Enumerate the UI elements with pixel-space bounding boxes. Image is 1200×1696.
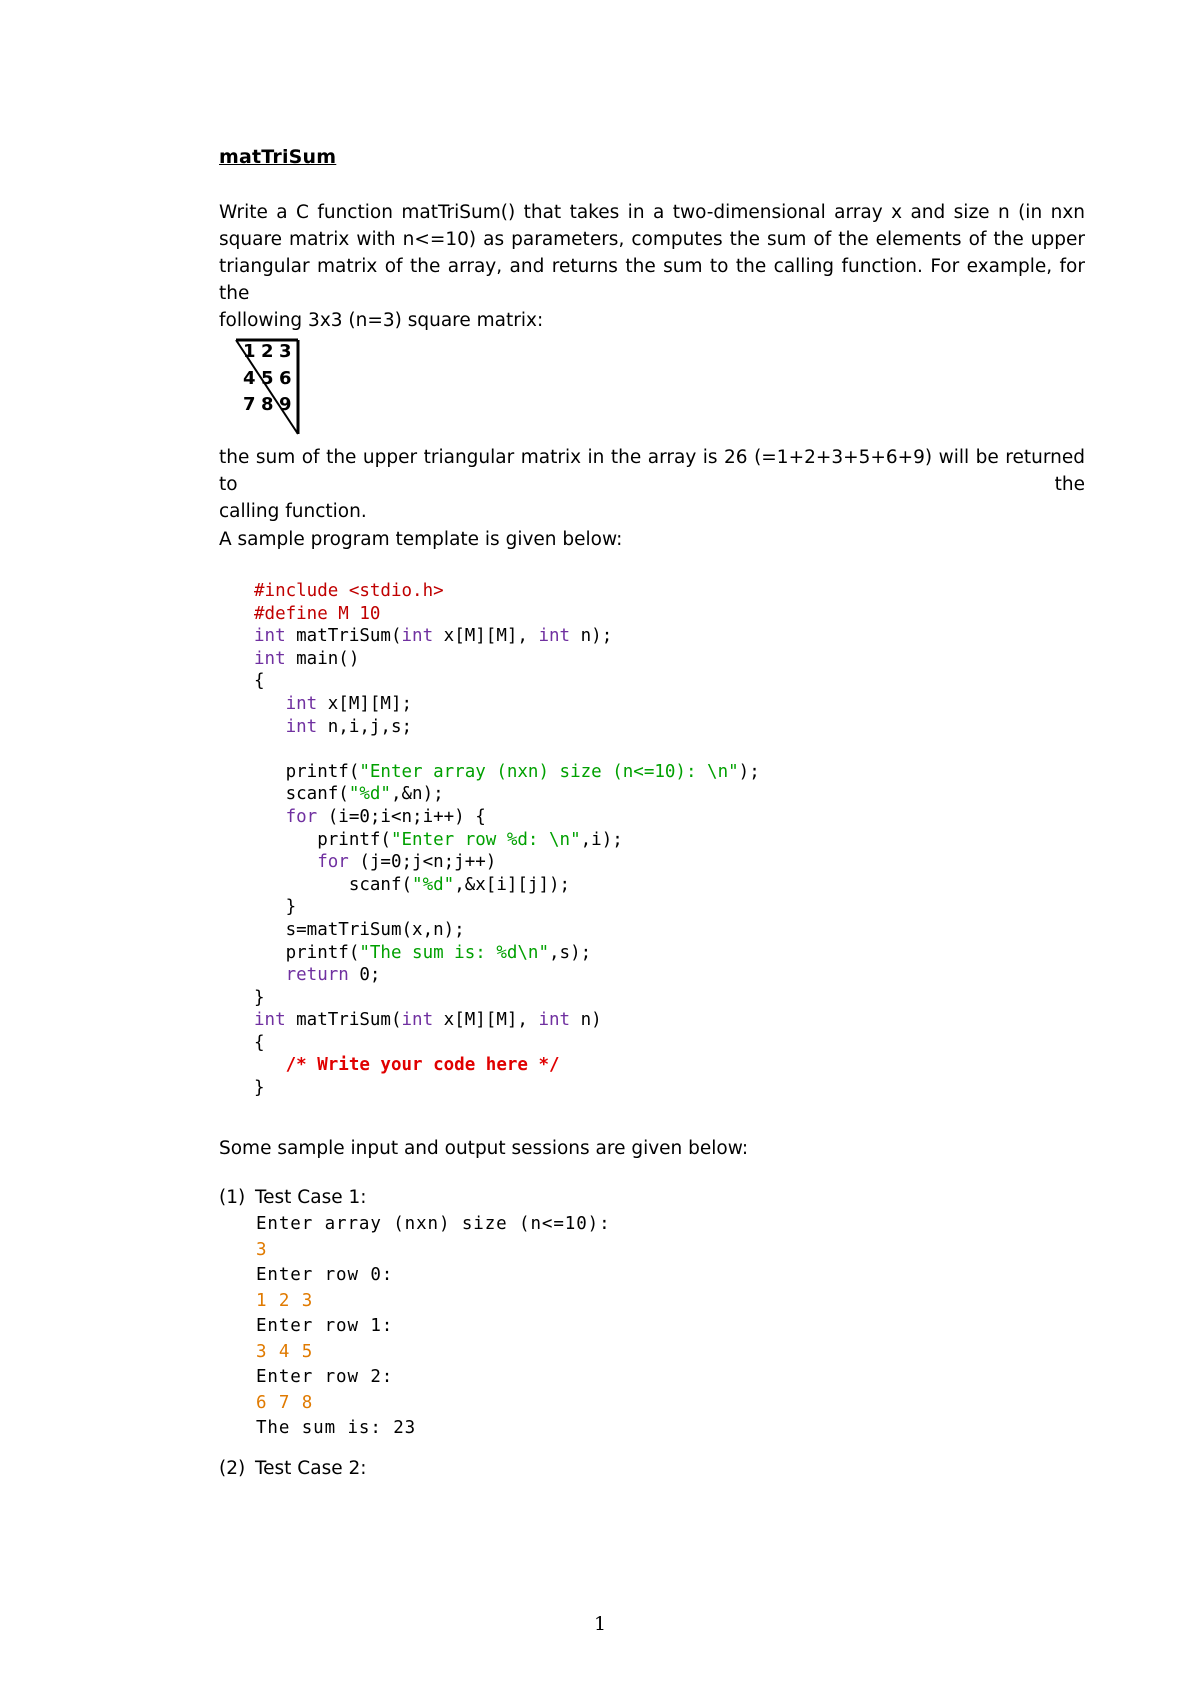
code-token: scanf( <box>254 874 413 895</box>
intro-line: following 3x3 (n=3) square matrix: <box>219 310 544 331</box>
code-token: int <box>401 1010 434 1031</box>
matrix-cell: 6 <box>279 368 292 389</box>
code-token: ); <box>738 761 760 782</box>
test-case-1-heading <box>219 1187 366 1208</box>
code-token: x[M][M], <box>433 626 539 647</box>
matrix-cell: 1 <box>243 341 256 362</box>
code-token: s=matTriSum(x,n); <box>254 919 465 940</box>
code-token <box>254 852 317 872</box>
intro-line: Write a C function matTriSum() that takes in a two-dimensional array x and size n (in nxn <box>219 202 1085 223</box>
code-line <box>254 783 760 806</box>
code-line <box>254 738 760 761</box>
code-line <box>254 1009 760 1032</box>
code-token <box>254 807 286 827</box>
upper-triangle-matrix-figure <box>230 334 304 438</box>
matrix-cell: 5 <box>261 368 274 389</box>
code-token: "Enter row %d: \n" <box>390 829 581 850</box>
test-case-2-label: Test Case 2: <box>255 1458 367 1479</box>
code-token <box>254 717 286 737</box>
code-token: "%d" <box>348 784 391 805</box>
code-token: ,i); <box>580 829 623 850</box>
code-line <box>254 829 760 852</box>
code-token: int <box>538 1010 571 1031</box>
code-token: } <box>254 987 265 1008</box>
session-input-line: 1 2 3 <box>256 1290 314 1311</box>
test-case-1-label: Test Case 1: <box>255 1187 367 1208</box>
code-token: int <box>285 716 318 737</box>
code-token: #define M 10 <box>254 603 381 624</box>
sessions-intro: Some sample input and output sessions are given below: <box>219 1138 749 1159</box>
test-case-2-number: (2) <box>219 1458 246 1479</box>
code-token: int <box>254 626 286 647</box>
intro-line: triangular matrix of the array, and returns the sum to the calling function. For example, for the <box>219 256 1085 304</box>
code-token: int <box>538 626 571 647</box>
code-token: (j=0;j<n;j++) <box>348 852 497 873</box>
session-output-line: The sum is: 23 <box>256 1418 417 1438</box>
code-line <box>254 716 760 739</box>
session-output-line: Enter row 2: <box>256 1367 394 1387</box>
session-output-line: Enter row 0: <box>256 1265 394 1285</box>
code-line <box>254 761 760 784</box>
code-token <box>254 694 286 714</box>
test-case-1-session <box>256 1212 611 1442</box>
code-token: "%d" <box>412 874 455 895</box>
page-title: matTriSum <box>219 146 337 168</box>
session-input-line: 3 <box>256 1239 268 1260</box>
code-token: "The sum is: %d\n" <box>359 942 550 963</box>
code-token: int <box>285 693 318 714</box>
matrix-cell: 2 <box>261 341 274 362</box>
sum-paragraph <box>219 444 1085 525</box>
code-line <box>254 580 760 603</box>
code-token: 0; <box>348 965 381 986</box>
code-token <box>254 965 286 985</box>
code-token: int <box>254 1010 286 1031</box>
session-output-line: Enter array (nxn) size (n<=10): <box>256 1214 611 1234</box>
code-line <box>254 670 760 693</box>
code-token: #include <stdio.h> <box>254 581 444 601</box>
code-token: ,s); <box>549 942 592 963</box>
code-token: printf( <box>254 829 391 850</box>
code-token: main() <box>285 648 360 669</box>
template-intro: A sample program template is given below: <box>219 529 623 550</box>
code-line <box>254 1077 760 1100</box>
code-line <box>254 919 760 942</box>
test-case-1-number: (1) <box>219 1187 246 1208</box>
code-token: "Enter array (nxn) size (n<=10): \n" <box>359 761 739 782</box>
code-token: ,&x[i][j]); <box>454 874 571 895</box>
test-case-2-heading <box>219 1458 366 1479</box>
code-line <box>254 942 760 965</box>
code-line <box>254 1054 760 1077</box>
code-line <box>254 625 760 648</box>
code-token: x[M][M]; <box>317 693 413 714</box>
code-token: int <box>254 648 286 669</box>
code-token: scanf( <box>254 784 349 805</box>
code-token <box>254 1055 286 1075</box>
code-token: printf( <box>254 761 360 782</box>
code-token: { <box>254 671 265 692</box>
code-token: { <box>254 1032 265 1053</box>
code-listing <box>254 580 760 1100</box>
code-line <box>254 987 760 1010</box>
matrix-cell: 7 <box>243 394 256 415</box>
sum-line: the sum of the upper triangular matrix in the array is 26 (=1+2+3+5+6+9) will be returned to the <box>219 447 1085 495</box>
session-input-line: 6 7 8 <box>256 1392 314 1413</box>
code-line <box>254 1032 760 1055</box>
code-line <box>254 806 760 829</box>
code-line <box>254 896 760 919</box>
code-token: n,i,j,s; <box>317 716 413 737</box>
matrix-cell: 8 <box>261 394 274 415</box>
code-token: return <box>285 965 349 986</box>
page-number: 1 <box>593 1613 607 1635</box>
code-token: } <box>254 897 297 918</box>
code-token: matTriSum( <box>285 626 402 647</box>
sum-line: calling function. <box>219 501 367 522</box>
code-token: /* Write your code here */ <box>285 1055 560 1076</box>
code-token: int <box>401 626 434 647</box>
code-token: printf( <box>254 942 360 963</box>
code-line <box>254 603 760 626</box>
matrix-cell: 3 <box>279 341 292 362</box>
code-token: ,&n); <box>390 784 444 805</box>
matrix-cell: 4 <box>243 368 256 389</box>
code-token: for <box>317 852 349 873</box>
session-output-line: Enter row 1: <box>256 1316 394 1336</box>
code-token: (i=0;i<n;i++) { <box>317 806 486 827</box>
intro-paragraph <box>219 199 1085 334</box>
code-token: n); <box>570 626 613 647</box>
code-line <box>254 648 760 671</box>
code-line <box>254 874 760 897</box>
session-input-line: 3 4 5 <box>256 1341 314 1362</box>
code-line <box>254 851 760 874</box>
code-line <box>254 693 760 716</box>
matrix-cell: 9 <box>279 394 292 415</box>
code-token: for <box>285 806 318 827</box>
code-token: x[M][M], <box>433 1010 539 1031</box>
intro-line: square matrix with n<=10) as parameters, computes the sum of the elements of the upper <box>219 229 1085 250</box>
code-token: } <box>254 1078 265 1099</box>
code-token: matTriSum( <box>285 1010 402 1031</box>
code-line <box>254 964 760 987</box>
code-token: n) <box>570 1010 602 1031</box>
